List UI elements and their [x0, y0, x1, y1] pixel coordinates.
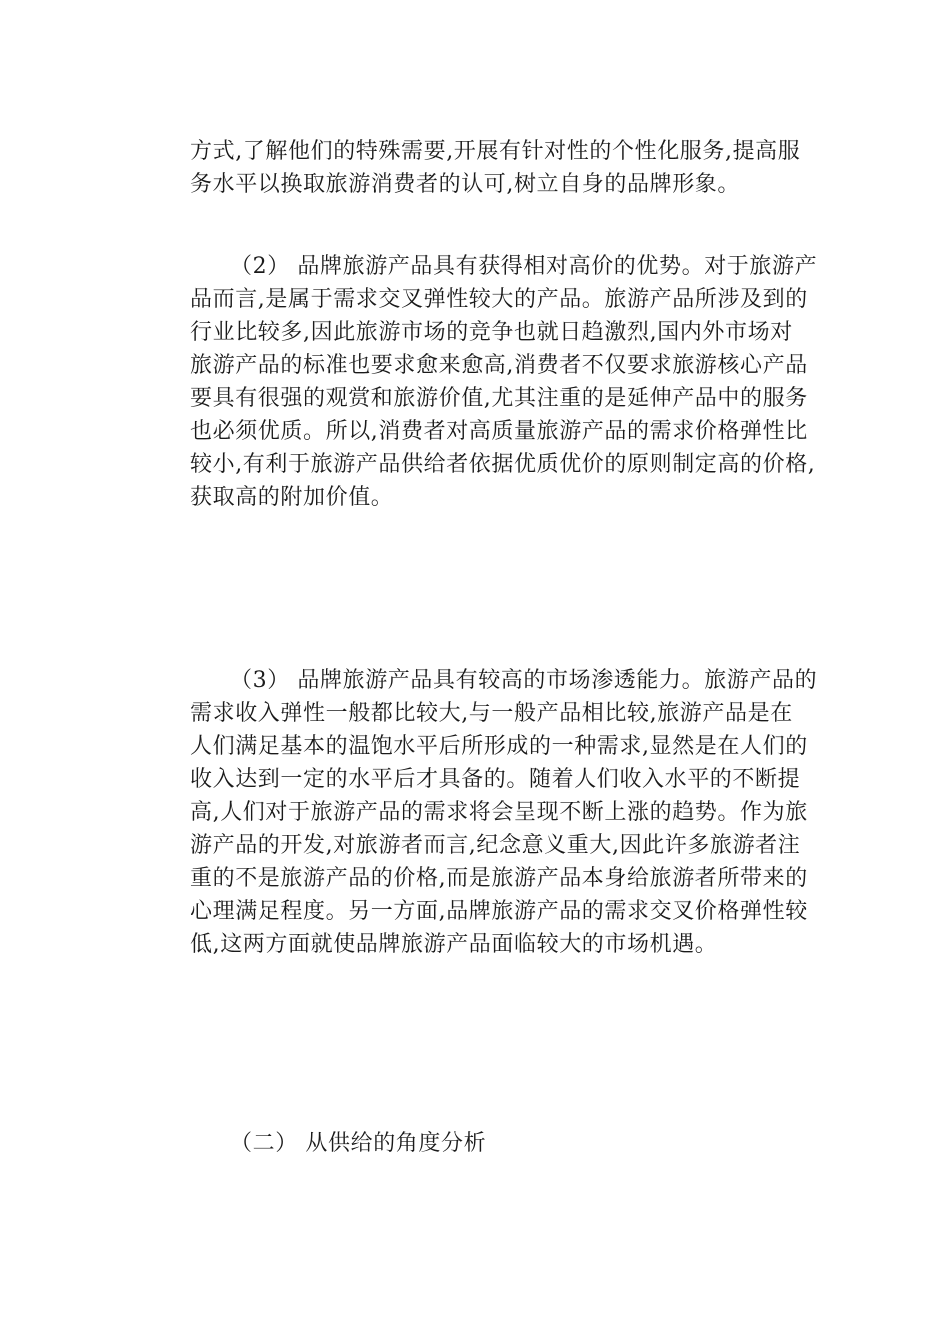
- text-line: 需求收入弹性一般都比较大,与一般产品相比较,旅游产品是在: [190, 701, 793, 726]
- text-line: 收入达到一定的水平后才具备的。随着人们收入水平的不断提: [190, 767, 801, 792]
- text-line: 方式,了解他们的特殊需要,开展有针对性的个性化服务,提高服: [190, 139, 801, 164]
- text-line: 要具有很强的观赏和旅游价值,尤其注重的是延伸产品中的服务: [190, 386, 808, 411]
- text-line: 高,人们对于旅游产品的需求将会呈现不断上涨的趋势。作为旅: [190, 800, 808, 825]
- text-line: 也必须优质。所以,消费者对高质量旅游产品的需求价格弹性比: [190, 419, 808, 444]
- text-line: 重的不是旅游产品的价格,而是旅游产品本身给旅游者所带来的: [190, 866, 808, 891]
- heading-line: （二） 从供给的角度分析: [230, 1131, 487, 1156]
- paragraph-3: [190, 664, 830, 961]
- paragraph-1: [190, 135, 830, 201]
- text-line: 品而言,是属于需求交叉弹性较大的产品。旅游产品所涉及到的: [190, 287, 808, 312]
- text-line: 人们满足基本的温饱水平后所形成的一种需求,显然是在人们的: [190, 734, 808, 759]
- text-line: 务水平以换取旅游消费者的认可,树立自身的品牌形象。: [190, 172, 740, 197]
- text-line: 较小,有利于旅游产品供给者依据优质优价的原则制定高的价格,: [190, 452, 816, 477]
- text-line: （2） 品牌旅游产品具有获得相对高价的优势。对于旅游产: [230, 254, 818, 279]
- text-line: 低,这两方面就使品牌旅游产品面临较大的市场机遇。: [190, 932, 718, 957]
- text-line: 行业比较多,因此旅游市场的竞争也就日趋激烈,国内外市场对: [190, 320, 793, 345]
- text-line: 心理满足程度。另一方面,品牌旅游产品的需求交叉价格弹性较: [190, 899, 808, 924]
- text-line: 游产品的开发,对旅游者而言,纪念意义重大,因此许多旅游者注: [190, 833, 801, 858]
- paragraph-2: [190, 250, 830, 514]
- section-heading: [190, 1127, 830, 1160]
- text-line: 旅游产品的标准也要求愈来愈高,消费者不仅要求旅游核心产品: [190, 353, 808, 378]
- text-line: 获取高的附加价值。: [190, 485, 394, 510]
- text-line: （3） 品牌旅游产品具有较高的市场渗透能力。旅游产品的: [230, 668, 818, 693]
